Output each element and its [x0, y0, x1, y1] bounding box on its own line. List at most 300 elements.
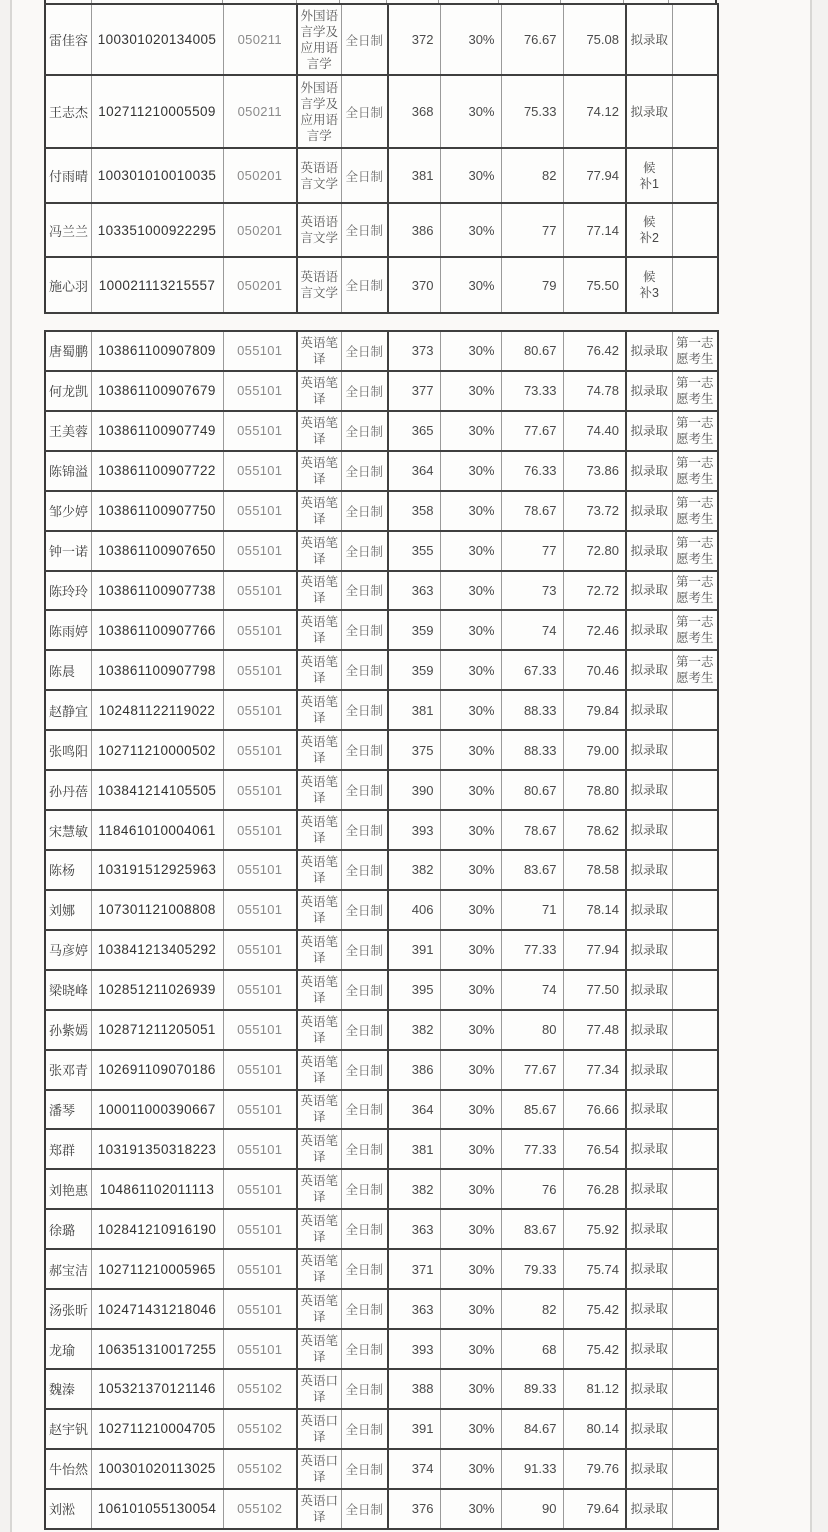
cell-study-mode: 全日制: [341, 850, 388, 890]
cell-candidate-id: 102841210916190: [91, 1209, 223, 1249]
cell-candidate-id: 103861100907798: [91, 650, 223, 690]
cell-study-mode: 全日制: [341, 1409, 388, 1449]
cell-final-score: 72.72: [563, 571, 626, 611]
cell-major-code: 055101: [223, 970, 297, 1010]
cell-major-code: 055101: [223, 810, 297, 850]
cell-major: 英语笔译: [297, 411, 341, 451]
cell-retest-score: 67.33: [501, 650, 563, 690]
cell-major: 英语笔译: [297, 451, 341, 491]
cell-major: 外国语言学及应用语言学: [297, 75, 341, 148]
cell-admission-result: 候 补1: [626, 148, 672, 203]
cell-candidate-id: 103861100907650: [91, 531, 223, 571]
table-row: [45, 770, 718, 810]
cell-study-mode: 全日制: [341, 257, 388, 313]
cell-admission-result: 拟录取: [626, 890, 672, 930]
cell-retest-score: 74: [501, 970, 563, 1010]
table-row: [45, 1209, 718, 1249]
cell-candidate-id: 103861100907750: [91, 491, 223, 531]
cell-candidate-id: 103861100907679: [91, 371, 223, 411]
cell-name: 魏溱: [45, 1369, 91, 1409]
cell-initial-score: 363: [388, 571, 440, 611]
cell-name: 冯兰兰: [45, 203, 91, 257]
cell-admission-result: 拟录取: [626, 930, 672, 970]
cell-study-mode: 全日制: [341, 770, 388, 810]
table-row: [45, 890, 718, 930]
cell-retest-score: 88.33: [501, 690, 563, 730]
cell-final-score: 75.08: [563, 4, 626, 75]
cell-candidate-id: 100301020134005: [91, 4, 223, 75]
cell-study-mode: 全日制: [341, 1449, 388, 1489]
cell-note: [672, 690, 718, 730]
cell-admission-result: 拟录取: [626, 650, 672, 690]
cell-study-mode: 全日制: [341, 1169, 388, 1209]
cell-admission-result: 拟录取: [626, 610, 672, 650]
cell-study-mode: 全日制: [341, 1249, 388, 1289]
table-row: [45, 1129, 718, 1169]
cell-final-score: 77.14: [563, 203, 626, 257]
cell-major-code: 050201: [223, 203, 297, 257]
cell-retest-weight: 30%: [440, 4, 501, 75]
cell-initial-score: 381: [388, 690, 440, 730]
cell-major: 英语笔译: [297, 1329, 341, 1369]
cell-candidate-id: 106351310017255: [91, 1329, 223, 1369]
cell-name: 陈锦溢: [45, 451, 91, 491]
cell-retest-score: 78.67: [501, 810, 563, 850]
cell-candidate-id: 103861100907809: [91, 331, 223, 371]
cell-major: 英语语言文学: [297, 203, 341, 257]
table-row: [45, 491, 718, 531]
cell-major: 英语笔译: [297, 1209, 341, 1249]
cell-note: [672, 850, 718, 890]
cell-retest-score: 89.33: [501, 1369, 563, 1409]
cell-retest-weight: 30%: [440, 411, 501, 451]
cell-retest-score: 74: [501, 610, 563, 650]
table-row: [45, 930, 718, 970]
cell-retest-score: 68: [501, 1329, 563, 1369]
cell-note: [672, 890, 718, 930]
cell-retest-weight: 30%: [440, 1010, 501, 1050]
cell-note: [672, 1449, 718, 1489]
cell-retest-score: 82: [501, 148, 563, 203]
cell-admission-result: 拟录取: [626, 810, 672, 850]
cell-study-mode: 全日制: [341, 75, 388, 148]
cell-candidate-id: 102471431218046: [91, 1289, 223, 1329]
cell-retest-score: 76.67: [501, 4, 563, 75]
cell-study-mode: 全日制: [341, 650, 388, 690]
cell-retest-score: 76.33: [501, 451, 563, 491]
table-row: [45, 850, 718, 890]
cell-major: 英语笔译: [297, 571, 341, 611]
cell-note: 第一志愿考生: [672, 451, 718, 491]
cell-retest-weight: 30%: [440, 930, 501, 970]
cell-initial-score: 359: [388, 610, 440, 650]
cell-name: 陈杨: [45, 850, 91, 890]
cell-admission-result: 拟录取: [626, 1169, 672, 1209]
table-row: [45, 411, 718, 451]
cell-initial-score: 391: [388, 930, 440, 970]
cell-name: 宋慧敏: [45, 810, 91, 850]
cell-retest-score: 83.67: [501, 850, 563, 890]
cell-initial-score: 382: [388, 1169, 440, 1209]
cell-admission-result: 拟录取: [626, 1010, 672, 1050]
cell-note: [672, 75, 718, 148]
cell-initial-score: 359: [388, 650, 440, 690]
cell-initial-score: 363: [388, 1289, 440, 1329]
cell-admission-result: 拟录取: [626, 690, 672, 730]
cell-final-score: 79.00: [563, 730, 626, 770]
cell-initial-score: 391: [388, 1409, 440, 1449]
cell-note: [672, 1090, 718, 1130]
cell-name: 王志杰: [45, 75, 91, 148]
cell-retest-score: 78.67: [501, 491, 563, 531]
cell-note: [672, 4, 718, 75]
cell-retest-weight: 30%: [440, 970, 501, 1010]
cell-retest-score: 84.67: [501, 1409, 563, 1449]
cell-study-mode: 全日制: [341, 610, 388, 650]
cell-study-mode: 全日制: [341, 810, 388, 850]
cell-final-score: 76.66: [563, 1090, 626, 1130]
cell-name: 汤张昕: [45, 1289, 91, 1329]
cell-candidate-id: 100011000390667: [91, 1090, 223, 1130]
cell-candidate-id: 107301121008808: [91, 890, 223, 930]
cell-initial-score: 373: [388, 331, 440, 371]
cell-retest-weight: 30%: [440, 1090, 501, 1130]
cell-admission-result: 拟录取: [626, 1329, 672, 1369]
cell-candidate-id: 103861100907738: [91, 571, 223, 611]
cell-major-code: 055101: [223, 451, 297, 491]
cell-major: 英语笔译: [297, 690, 341, 730]
cell-major-code: 055101: [223, 1010, 297, 1050]
cell-retest-score: 77.33: [501, 1129, 563, 1169]
cell-note: [672, 1289, 718, 1329]
cell-name: 陈玲玲: [45, 571, 91, 611]
cell-retest-weight: 30%: [440, 257, 501, 313]
cell-final-score: 78.14: [563, 890, 626, 930]
cell-major-code: 050211: [223, 75, 297, 148]
cell-major: 英语笔译: [297, 850, 341, 890]
cell-major: 英语笔译: [297, 810, 341, 850]
cell-candidate-id: 102691109070186: [91, 1050, 223, 1090]
cell-candidate-id: 103861100907722: [91, 451, 223, 491]
cell-candidate-id: 103841213405292: [91, 930, 223, 970]
cell-study-mode: 全日制: [341, 1129, 388, 1169]
cell-final-score: 77.48: [563, 1010, 626, 1050]
cell-initial-score: 364: [388, 1090, 440, 1130]
cell-study-mode: 全日制: [341, 730, 388, 770]
cell-name: 龙瑜: [45, 1329, 91, 1369]
cell-major: 英语口译: [297, 1489, 341, 1529]
table-row: [45, 1249, 718, 1289]
cell-major: 英语笔译: [297, 610, 341, 650]
cell-retest-weight: 30%: [440, 1209, 501, 1249]
cell-major-code: 055102: [223, 1449, 297, 1489]
cell-candidate-id: 102851211026939: [91, 970, 223, 1010]
page-edge-line-left: [10, 0, 12, 1532]
cell-major: 英语笔译: [297, 1129, 341, 1169]
table-row: [45, 730, 718, 770]
cell-study-mode: 全日制: [341, 411, 388, 451]
cell-study-mode: 全日制: [341, 970, 388, 1010]
cell-note: [672, 1129, 718, 1169]
admission-table-section-2: [44, 330, 719, 1530]
table-row: [45, 1449, 718, 1489]
cell-retest-score: 77.67: [501, 411, 563, 451]
cell-name: 张邓青: [45, 1050, 91, 1090]
cell-note: [672, 1409, 718, 1449]
cell-note: [672, 203, 718, 257]
cell-name: 孙紫嫣: [45, 1010, 91, 1050]
table-row: [45, 1050, 718, 1090]
cell-note: [672, 970, 718, 1010]
cell-admission-result: 拟录取: [626, 850, 672, 890]
cell-retest-score: 71: [501, 890, 563, 930]
cell-major: 英语笔译: [297, 531, 341, 571]
cell-major-code: 055101: [223, 850, 297, 890]
cell-study-mode: 全日制: [341, 930, 388, 970]
cell-initial-score: 381: [388, 148, 440, 203]
table-row: [45, 257, 718, 313]
cell-name: 徐璐: [45, 1209, 91, 1249]
cell-note: [672, 1169, 718, 1209]
cell-major: 英语笔译: [297, 730, 341, 770]
cell-initial-score: 388: [388, 1369, 440, 1409]
cell-name: 郝宝洁: [45, 1249, 91, 1289]
cell-major-code: 055102: [223, 1369, 297, 1409]
cell-major-code: 055101: [223, 491, 297, 531]
cell-final-score: 76.54: [563, 1129, 626, 1169]
cell-final-score: 78.62: [563, 810, 626, 850]
cell-retest-weight: 30%: [440, 1409, 501, 1449]
cell-initial-score: 370: [388, 257, 440, 313]
cell-retest-weight: 30%: [440, 1489, 501, 1529]
cell-retest-weight: 30%: [440, 730, 501, 770]
cell-final-score: 75.92: [563, 1209, 626, 1249]
cell-candidate-id: 102711210004705: [91, 1409, 223, 1449]
cell-study-mode: 全日制: [341, 331, 388, 371]
cell-note: [672, 1209, 718, 1249]
cell-final-score: 74.40: [563, 411, 626, 451]
cell-initial-score: 386: [388, 1050, 440, 1090]
cell-final-score: 74.78: [563, 371, 626, 411]
cell-initial-score: 381: [388, 1129, 440, 1169]
table-row: [45, 148, 718, 203]
cell-final-score: 75.74: [563, 1249, 626, 1289]
cell-initial-score: 393: [388, 1329, 440, 1369]
cell-name: 赵宇钒: [45, 1409, 91, 1449]
cell-initial-score: 364: [388, 451, 440, 491]
cell-major: 英语笔译: [297, 1010, 341, 1050]
cell-note: [672, 770, 718, 810]
cell-study-mode: 全日制: [341, 371, 388, 411]
table-row: [45, 810, 718, 850]
cell-candidate-id: 100301020113025: [91, 1449, 223, 1489]
cell-major-code: 055101: [223, 571, 297, 611]
cell-name: 陈晨: [45, 650, 91, 690]
cell-name: 赵静宜: [45, 690, 91, 730]
table-row: [45, 1369, 718, 1409]
cell-retest-score: 75.33: [501, 75, 563, 148]
cell-major-code: 055102: [223, 1409, 297, 1449]
table-row: [45, 1489, 718, 1529]
cell-name: 张鸣阳: [45, 730, 91, 770]
cell-retest-score: 82: [501, 1289, 563, 1329]
cell-note: [672, 148, 718, 203]
cell-major: 英语口译: [297, 1369, 341, 1409]
cell-study-mode: 全日制: [341, 1010, 388, 1050]
cell-initial-score: 395: [388, 970, 440, 1010]
cell-major-code: 055101: [223, 1209, 297, 1249]
cell-final-score: 78.80: [563, 770, 626, 810]
cell-initial-score: 368: [388, 75, 440, 148]
cell-final-score: 77.94: [563, 148, 626, 203]
cell-name: 王美蓉: [45, 411, 91, 451]
cell-admission-result: 拟录取: [626, 1449, 672, 1489]
cell-study-mode: 全日制: [341, 1090, 388, 1130]
cell-note: [672, 1050, 718, 1090]
cell-final-score: 75.42: [563, 1289, 626, 1329]
cell-major-code: 055101: [223, 331, 297, 371]
cell-retest-weight: 30%: [440, 1169, 501, 1209]
cell-name: 钟一诺: [45, 531, 91, 571]
cell-admission-result: 拟录取: [626, 1409, 672, 1449]
cell-retest-score: 77: [501, 203, 563, 257]
cell-name: 孙丹蓓: [45, 770, 91, 810]
cell-initial-score: 372: [388, 4, 440, 75]
cell-study-mode: 全日制: [341, 690, 388, 730]
cell-retest-weight: 30%: [440, 203, 501, 257]
cell-admission-result: 拟录取: [626, 331, 672, 371]
cell-major-code: 055101: [223, 1329, 297, 1369]
cell-name: 唐蜀鹏: [45, 331, 91, 371]
cell-name: 付雨晴: [45, 148, 91, 203]
cell-retest-weight: 30%: [440, 531, 501, 571]
cell-note: 第一志愿考生: [672, 571, 718, 611]
cell-major-code: 055101: [223, 411, 297, 451]
cell-name: 梁晓峰: [45, 970, 91, 1010]
cell-candidate-id: 100301010010035: [91, 148, 223, 203]
cell-final-score: 79.64: [563, 1489, 626, 1529]
cell-candidate-id: 103191512925963: [91, 850, 223, 890]
cell-name: 郑群: [45, 1129, 91, 1169]
cell-retest-weight: 30%: [440, 451, 501, 491]
cell-major: 英语笔译: [297, 930, 341, 970]
cell-major-code: 055101: [223, 610, 297, 650]
cell-initial-score: 390: [388, 770, 440, 810]
cell-study-mode: 全日制: [341, 4, 388, 75]
table-row: [45, 1409, 718, 1449]
cell-major: 英语语言文学: [297, 257, 341, 313]
cell-retest-score: 73: [501, 571, 563, 611]
cell-final-score: 74.12: [563, 75, 626, 148]
cell-note: [672, 1489, 718, 1529]
cell-note: [672, 730, 718, 770]
cell-retest-weight: 30%: [440, 890, 501, 930]
cell-retest-weight: 30%: [440, 810, 501, 850]
cell-study-mode: 全日制: [341, 1209, 388, 1249]
cell-note: 第一志愿考生: [672, 610, 718, 650]
cell-note: 第一志愿考生: [672, 371, 718, 411]
table-row: [45, 203, 718, 257]
cell-study-mode: 全日制: [341, 890, 388, 930]
cell-major: 英语笔译: [297, 331, 341, 371]
cell-retest-weight: 30%: [440, 1249, 501, 1289]
cell-candidate-id: 105321370121146: [91, 1369, 223, 1409]
cell-retest-weight: 30%: [440, 690, 501, 730]
cell-name: 刘艳惠: [45, 1169, 91, 1209]
cell-major-code: 050201: [223, 257, 297, 313]
cell-retest-weight: 30%: [440, 610, 501, 650]
cell-name: 刘娜: [45, 890, 91, 930]
cell-retest-weight: 30%: [440, 770, 501, 810]
cell-retest-score: 90: [501, 1489, 563, 1529]
cell-note: [672, 930, 718, 970]
cell-major: 英语笔译: [297, 890, 341, 930]
cell-major: 英语语言文学: [297, 148, 341, 203]
cell-study-mode: 全日制: [341, 1329, 388, 1369]
cell-initial-score: 371: [388, 1249, 440, 1289]
table-row: [45, 970, 718, 1010]
cell-note: 第一志愿考生: [672, 491, 718, 531]
cell-major: 英语笔译: [297, 1249, 341, 1289]
cell-final-score: 72.80: [563, 531, 626, 571]
cell-initial-score: 382: [388, 850, 440, 890]
cell-admission-result: 拟录取: [626, 4, 672, 75]
table-row: [45, 371, 718, 411]
cell-major-code: 055101: [223, 690, 297, 730]
cell-study-mode: 全日制: [341, 1050, 388, 1090]
cell-name: 施心羽: [45, 257, 91, 313]
cell-note: 第一志愿考生: [672, 411, 718, 451]
cell-admission-result: 拟录取: [626, 451, 672, 491]
cell-admission-result: 拟录取: [626, 1489, 672, 1529]
cell-note: [672, 1369, 718, 1409]
cell-candidate-id: 103191350318223: [91, 1129, 223, 1169]
cell-name: 邹少婷: [45, 491, 91, 531]
cell-initial-score: 377: [388, 371, 440, 411]
cell-retest-score: 79: [501, 257, 563, 313]
cell-candidate-id: 103351000922295: [91, 203, 223, 257]
cell-major: 英语笔译: [297, 1289, 341, 1329]
cell-study-mode: 全日制: [341, 491, 388, 531]
cell-final-score: 76.28: [563, 1169, 626, 1209]
cell-major: 英语笔译: [297, 371, 341, 411]
cell-retest-score: 83.67: [501, 1209, 563, 1249]
cell-final-score: 75.42: [563, 1329, 626, 1369]
cell-major-code: 050201: [223, 148, 297, 203]
cell-candidate-id: 102711210000502: [91, 730, 223, 770]
cell-final-score: 81.12: [563, 1369, 626, 1409]
cell-major: 英语笔译: [297, 1090, 341, 1130]
table-row: [45, 331, 718, 371]
cell-initial-score: 386: [388, 203, 440, 257]
cell-candidate-id: 102711210005965: [91, 1249, 223, 1289]
cell-retest-weight: 30%: [440, 650, 501, 690]
cell-study-mode: 全日制: [341, 1369, 388, 1409]
cell-final-score: 80.14: [563, 1409, 626, 1449]
cell-retest-weight: 30%: [440, 1129, 501, 1169]
cell-candidate-id: 102871211205051: [91, 1010, 223, 1050]
cell-major-code: 055102: [223, 1489, 297, 1529]
table-row: [45, 1169, 718, 1209]
cell-major-code: 055101: [223, 770, 297, 810]
cell-initial-score: 406: [388, 890, 440, 930]
cell-candidate-id: 103861100907766: [91, 610, 223, 650]
cell-retest-weight: 30%: [440, 491, 501, 531]
cell-final-score: 77.50: [563, 970, 626, 1010]
cell-retest-score: 91.33: [501, 1449, 563, 1489]
cell-major: 英语笔译: [297, 491, 341, 531]
cell-initial-score: 355: [388, 531, 440, 571]
